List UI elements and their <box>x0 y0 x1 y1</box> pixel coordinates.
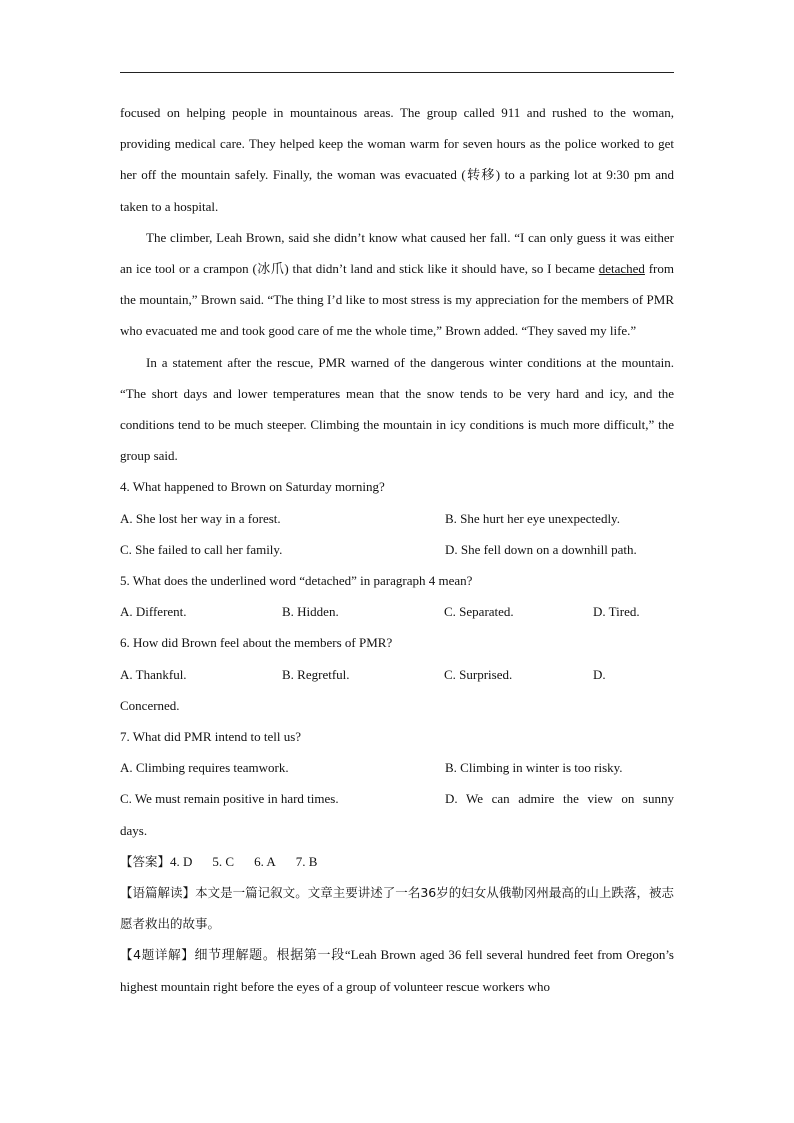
question-7-options-row-1 <box>120 752 674 783</box>
answer-item-5: 5. C <box>212 853 235 869</box>
question-6-option-d: D. <box>593 666 606 682</box>
question-4-option-c: C. She failed to call her family. <box>120 541 283 557</box>
passage-paragraph-3: In a statement after the rescue, PMR warned of the dangerous winter conditions at the mountain. “The short days and lower temperatures mean that the snow tends to be very hard and icy, and the conditions tend to be much steeper. Climbing the mountain in icy conditions is much more difficult,” the group said. <box>120 354 674 464</box>
passage-paragraph-2 <box>120 222 674 347</box>
question-6-option-c: C. Surprised. <box>444 666 513 682</box>
document-page <box>120 97 674 1002</box>
question-7-option-d-wrap: days. <box>120 822 148 838</box>
question-6-option-a: A. Thankful. <box>120 666 187 682</box>
question-4-option-b: B. She hurt her eye unexpectedly. <box>445 510 620 526</box>
question-4-option-a: A. She lost her way in a forest. <box>120 510 281 526</box>
question-6-stem: 6. How did Brown feel about the members of PMR? <box>120 635 393 651</box>
passage-paragraph-2-text-a: The climber, Leah Brown, said she didn’t know what caused her fall. “I can only guess it was either an ice tool or a crampon (冰爪) that didn’t land and stick like it should have, so I became <box>120 229 674 277</box>
answer-item-6: 6. A <box>254 853 276 869</box>
answer-line <box>120 846 674 877</box>
question-5-stem: 5. What does the underlined word “detached” in paragraph 4 mean? <box>120 573 473 589</box>
question-6-option-b: B. Regretful. <box>282 666 350 682</box>
question-6-options-row <box>120 659 674 690</box>
question-4-options-row-1 <box>120 503 674 534</box>
question-6-option-d-wrap: Concerned. <box>120 697 180 713</box>
header-rule <box>120 72 674 73</box>
passage-paragraph-1: focused on helping people in mountainous areas. The group called 911 and rushed to the woman, providing medical care. They helped keep the woman warm for seven hours as the police worked to get her off the mountain safely. Finally, the woman was evacuated (转移) to a parking lot at 9:30 pm and taken to a hospital. <box>120 105 674 214</box>
answer-item-4: 4. D <box>170 853 193 869</box>
question-7-option-c: C. We must remain positive in hard times. <box>120 791 339 807</box>
question-5-option-b: B. Hidden. <box>282 604 339 620</box>
question-7-option-d: D. We can admire the view on sunny <box>445 791 674 807</box>
analysis-text: 本文是一篇记叙文。文章主要讲述了一名36岁的妇女从俄勒冈州最高的山上跌落，被志愿者救出的故事。 <box>120 885 674 932</box>
question-7-options-row-2 <box>120 783 674 814</box>
question-5-option-d: D. Tired. <box>593 604 640 620</box>
analysis-label: 【语篇解读】 <box>120 885 196 901</box>
question-5-options-row <box>120 596 674 627</box>
question-4-stem: 4. What happened to Brown on Saturday morning? <box>120 479 385 495</box>
question-5-option-a: A. Different. <box>120 604 187 620</box>
question-7-option-a: A. Climbing requires teamwork. <box>120 760 289 776</box>
detail-4-text: 细节理解题。根据第一段“Leah Brown aged 36 fell several hundred feet from Oregon’s highest mountain right before the eyes of a group of volunteer rescue workers who <box>120 947 674 994</box>
answer-item-7: 7. B <box>295 853 318 869</box>
answer-label: 【答案】 <box>120 853 171 869</box>
passage-paragraph-2-text-b: from the mountain,” Brown said. “The thing I’d like to most stress is my appreciation for the members of PMR who evacuated me and took good care of me the whole time,” Brown added. “They saved my life.” <box>120 261 674 339</box>
question-7-option-b: B. Climbing in winter is too risky. <box>445 760 623 776</box>
question-7-stem: 7. What did PMR intend to tell us? <box>120 729 302 745</box>
question-5-option-c: C. Separated. <box>444 604 514 620</box>
underlined-word: detached <box>598 261 645 277</box>
detail-4-label: 【4题详解】 <box>120 947 195 963</box>
question-4-option-d: D. She fell down on a downhill path. <box>445 541 637 557</box>
detail-4-paragraph <box>120 939 674 1001</box>
analysis-paragraph <box>120 877 674 939</box>
question-4-options-row-2 <box>120 534 674 565</box>
